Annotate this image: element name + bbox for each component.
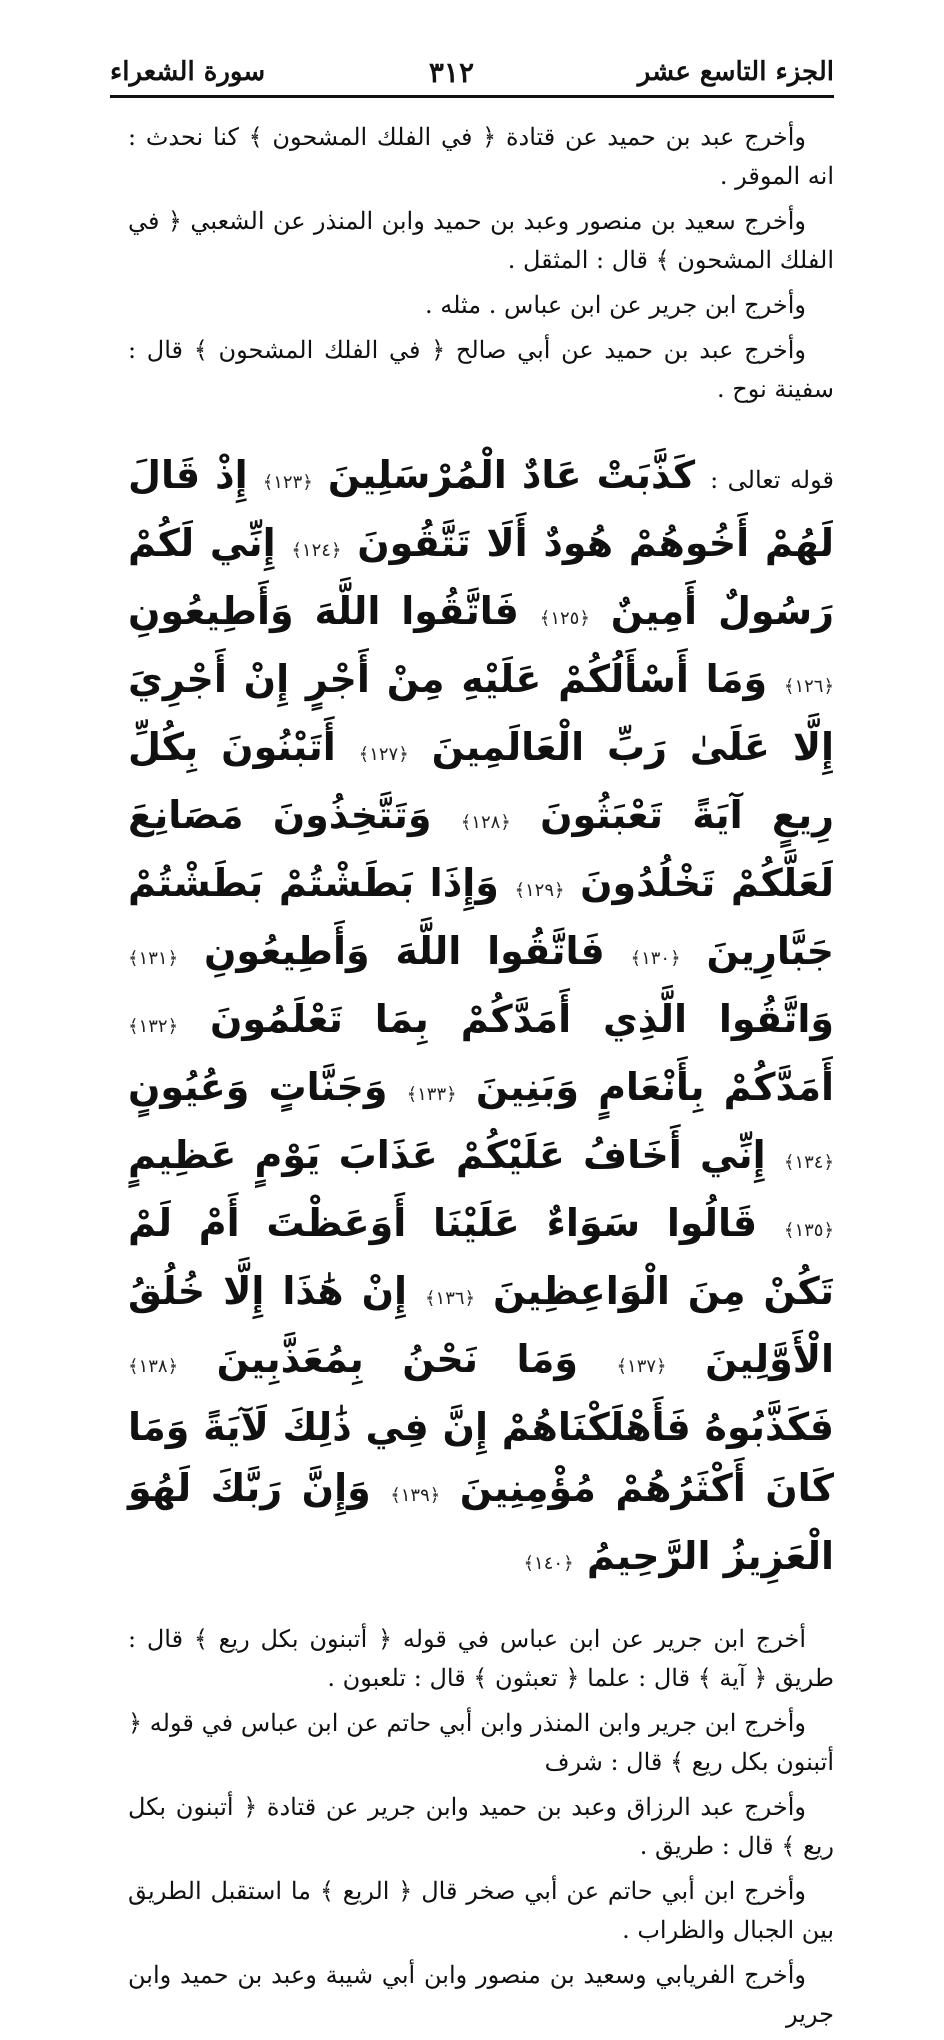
verse-text: وَتَتَّخِذُونَ مَصَانِعَ لَعَلَّكُمْ تَخْلُدُونَ: [128, 793, 834, 905]
header-rule: [110, 95, 834, 98]
verse-number: ﴿١٣٣﴾: [406, 1084, 457, 1105]
verse-text: إِذْ قَالَ لَهُمْ أَخُوهُمْ هُودٌ أَلَا تَتَّقُونَ: [128, 453, 835, 565]
paragraph: وأخرج سعيد بن منصور وعبد بن حميد وابن المنذر عن الشعبي ﴿ في الفلك المشحون ﴾ قال : المثقل .: [128, 207, 834, 274]
quran-verses: [128, 445, 834, 1594]
paragraph: وأخرج الفريابي وسعيد بن منصور وابن أبي شيبة وعبد بن حميد وابن جرير: [128, 1961, 834, 2028]
verse-number: ﴿١٢٩﴾: [514, 880, 565, 901]
verse-number: ﴿١٣٤﴾: [783, 1152, 834, 1173]
verse-text: قَالُوا سَوَاءٌ عَلَيْنَا أَوَعَظْتَ أَمْ لَمْ تَكُنْ مِنَ الْوَاعِظِينَ: [128, 1201, 835, 1313]
verse-number: ﴿١٤٠﴾: [523, 1553, 574, 1574]
verse-number: ﴿١٢٤﴾: [291, 540, 342, 561]
verse-text: إِنْ هَٰذَا إِلَّا خُلُقُ الْأَوَّلِينَ: [128, 1269, 835, 1381]
paragraph: وأخرج ابن جرير وابن المنذر وابن أبي حاتم عن ابن عباس في قوله ﴿ أتبنون بكل ريع ﴾ قال : شرف: [128, 1709, 834, 1776]
paragraph: وأخرج عبد بن حميد عن قتادة ﴿ في الفلك المشحون ﴾ كنا نحدث : انه الموقر .: [128, 123, 834, 190]
verse-number: ﴿١٣٩﴾: [390, 1485, 441, 1506]
surah-name: سورة الشعراء: [110, 57, 266, 87]
verse-text: أَمَدَّكُمْ بِأَنْعَامٍ وَبَنِينَ: [475, 1065, 834, 1109]
verses-intro: قوله تعالى :: [710, 466, 834, 494]
verse-text: فَاتَّقُوا اللَّهَ وَأَطِيعُونِ: [128, 589, 519, 633]
paragraph: وأخرج ابن جرير عن ابن عباس . مثله .: [424, 291, 806, 319]
verse-text: إِنِّي لَكُمْ رَسُولٌ أَمِينٌ: [128, 521, 834, 633]
verse-number: ﴿١٢٦﴾: [783, 676, 835, 697]
verse-text: فَكَذَّبُوهُ فَأَهْلَكْنَاهُمْ إِنَّ فِي ذَٰلِكَ لَآيَةً وَمَا كَانَ أَكْثَرُهُمْ مُؤْمِنِينَ: [128, 1405, 835, 1510]
page-header: [110, 52, 834, 92]
verse-text: إِنِّي أَخَافُ عَلَيْكُمْ عَذَابَ يَوْمٍ عَظِيمٍ: [128, 1133, 766, 1177]
verse-number: ﴿١٣١﴾: [128, 948, 179, 969]
verse-number: ﴿١٣٥﴾: [783, 1220, 834, 1241]
verse-text: وَاتَّقُوا الَّذِي أَمَدَّكُمْ بِمَا تَعْلَمُونَ: [209, 997, 835, 1041]
page-body: [128, 118, 834, 2040]
paragraph: وأخرج عبد الرزاق وعبد بن حميد وابن جرير عن قتادة ﴿ أتبنون بكل ريع ﴾ قال : طريق .: [128, 1793, 834, 1860]
paragraph: وأخرج ابن أبي حاتم عن أبي صخر قال ﴿ الريع ﴾ ما استقبل الطريق بين الجبال والظراب .: [128, 1877, 834, 1944]
verse-text: وَإِنَّ رَبَّكَ لَهُوَ الْعَزِيزُ الرَّحِيمُ: [128, 1466, 834, 1578]
verse-number: ﴿١٢٨﴾: [460, 812, 511, 833]
verse-text: فَاتَّقُوا اللَّهَ وَأَطِيعُونِ: [203, 929, 605, 973]
verse-number: ﴿١٣٦﴾: [424, 1288, 476, 1309]
verse-number: ﴿١٣٢﴾: [128, 1016, 179, 1037]
paragraph: أخرج ابن جرير عن ابن عباس في قوله ﴿ أتبنون بكل ريع ﴾ قال : طريق ﴿ آية ﴾ قال : علما ﴿ تعبثون ﴾ قال : تلعبون .: [128, 1625, 834, 1692]
verse-number: ﴿١٣٠﴾: [630, 948, 681, 969]
verse-number: ﴿١٣٧﴾: [616, 1356, 667, 1377]
verse-number: ﴿١٣٨﴾: [128, 1356, 179, 1377]
verse-number: ﴿١٢٧﴾: [358, 744, 409, 765]
part-title: الجزء التاسع عشر: [637, 57, 834, 87]
verse-number: ﴿١٢٥﴾: [539, 608, 590, 629]
verse-text: وَمَا نَحْنُ بِمُعَذَّبِينَ: [216, 1337, 578, 1381]
verse-text: أَتَبْنُونَ بِكُلِّ رِيعٍ آيَةً تَعْبَثُونَ: [128, 725, 834, 837]
verse-text: وَمَا أَسْأَلُكُمْ عَلَيْهِ مِنْ أَجْرٍ إِنْ أَجْرِيَ إِلَّا عَلَىٰ رَبِّ الْعَالَمِينَ: [128, 657, 835, 769]
page-number: ٣١٢: [428, 55, 475, 89]
verse-number: ﴿١٢٣﴾: [262, 472, 313, 493]
verse-text: كَذَّبَتْ عَادٌ الْمُرْسَلِينَ: [327, 453, 696, 497]
verse-text: وَجَنَّاتٍ وَعُيُونٍ: [128, 1065, 388, 1109]
paragraph: وأخرج عبد بن حميد عن أبي صالح ﴿ في الفلك المشحون ﴾ قال : سفينة نوح .: [128, 336, 834, 403]
verse-text: وَإِذَا بَطَشْتُمْ بَطَشْتُمْ جَبَّارِينَ: [128, 861, 834, 973]
